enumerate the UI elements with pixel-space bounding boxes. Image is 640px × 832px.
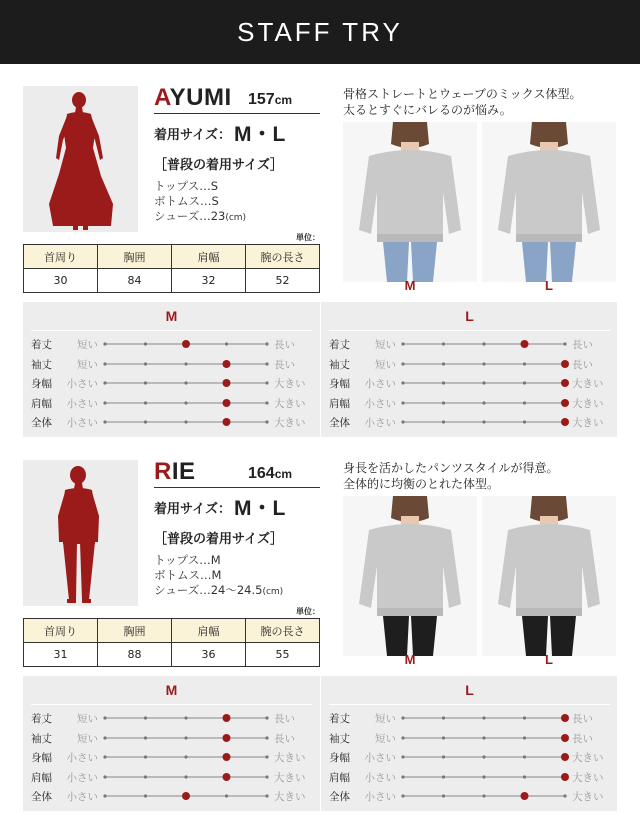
- fit-scale-tick: [144, 381, 147, 384]
- fit-scale-tick: [103, 342, 106, 345]
- fit-marker: [182, 792, 190, 800]
- table-cell: 52: [246, 269, 320, 293]
- fit-scale-tick: [401, 420, 404, 423]
- fit-scale-low-label: 短い: [77, 339, 98, 351]
- fit-row-label: 身幅: [329, 752, 350, 764]
- fit-marker: [223, 734, 231, 742]
- usual-shoes: [154, 208, 246, 224]
- fit-scale-tick: [563, 794, 566, 797]
- fit-scale-tick: [265, 736, 268, 739]
- fit-marker: [223, 379, 231, 387]
- fit-scale-tick: [523, 716, 526, 719]
- usual-shoes-unit: (cm): [225, 213, 247, 223]
- usual-shoes-value: シューズ…24～24.5: [154, 583, 263, 597]
- fit-scale-tick: [442, 794, 445, 797]
- usual-size-heading: ［普段の着用サイズ］: [154, 532, 283, 547]
- fit-divider: [329, 704, 610, 705]
- staff-card-rie: [0, 456, 640, 826]
- fit-scale-tick: [103, 755, 106, 758]
- usual-size-heading: ［普段の着用サイズ］: [154, 158, 283, 173]
- fit-scale-tick: [563, 342, 566, 345]
- fit-scale-tick: [401, 401, 404, 404]
- fit-scale-tick: [442, 775, 445, 778]
- fit-scale-tick: [482, 381, 485, 384]
- comment-line: 身長を活かしたパンツスタイルが得意。: [343, 461, 559, 475]
- fit-row: [321, 412, 618, 431]
- fit-scale-tick: [442, 381, 445, 384]
- fit-row: [23, 767, 320, 786]
- fit-row-label: 肩幅: [31, 397, 52, 410]
- name-underline: [154, 113, 320, 114]
- fit-scale: [101, 393, 271, 412]
- fit-scale-tick: [401, 794, 404, 797]
- fit-scale-tick: [401, 716, 404, 719]
- table-header-cell: 胸囲: [98, 619, 172, 643]
- fit-scale-tick: [225, 794, 228, 797]
- fit-scale-tick: [482, 716, 485, 719]
- fit-scale-tick: [482, 775, 485, 778]
- fit-row-label: 着丈: [329, 713, 350, 725]
- fit-row: [23, 708, 320, 727]
- table-cell: 88: [98, 643, 172, 667]
- staff-name: [154, 84, 232, 112]
- fit-marker: [561, 418, 569, 426]
- fit-scale-tick: [103, 401, 106, 404]
- fit-scale-tick: [523, 736, 526, 739]
- model-photo-m: [343, 122, 477, 282]
- fit-scale-tick: [103, 736, 106, 739]
- fit-scale-tick: [265, 381, 268, 384]
- fit-scale-tick: [442, 736, 445, 739]
- fit-scale-tick: [523, 401, 526, 404]
- fit-marker: [223, 714, 231, 722]
- fit-row-label: 肩幅: [329, 397, 350, 410]
- fit-row-label: 身幅: [329, 378, 350, 390]
- height-value: 157: [248, 91, 275, 108]
- fit-scale-tick: [184, 401, 187, 404]
- fit-row: [23, 393, 320, 412]
- fit-scale-tick: [144, 794, 147, 797]
- fit-scale-tick: [103, 362, 106, 365]
- fit-scale-tick: [144, 420, 147, 423]
- fit-scale-tick: [184, 381, 187, 384]
- name-rest: YUMI: [169, 84, 232, 111]
- fit-row-label: 肩幅: [329, 771, 350, 784]
- fit-scale-tick: [184, 420, 187, 423]
- fit-scale: [399, 708, 569, 727]
- fit-scale-low-label: 短い: [375, 713, 396, 725]
- fit-scale-tick: [103, 716, 106, 719]
- fit-scale-tick: [265, 420, 268, 423]
- table-header-cell: 首周り: [24, 619, 98, 643]
- fit-scale-tick: [184, 775, 187, 778]
- fit-scale-high-label: 大きい: [572, 771, 604, 784]
- fit-marker: [561, 379, 569, 387]
- fit-column-m: [23, 676, 320, 811]
- fit-marker: [223, 773, 231, 781]
- name-initial: R: [154, 458, 172, 485]
- name-initial: A: [154, 84, 170, 111]
- unit-note: 単位：: [296, 233, 320, 242]
- fit-scale-low-label: 短い: [77, 732, 98, 745]
- comment-line: 太るとすぐにバレるのが悩み。: [343, 103, 512, 117]
- measurements-table: [23, 244, 320, 293]
- fit-scale-tick: [482, 342, 485, 345]
- fit-scale-high-label: 大きい: [274, 397, 306, 410]
- fit-scale-tick: [523, 775, 526, 778]
- fit-scale: [399, 747, 569, 766]
- table-row: [24, 269, 320, 293]
- fit-column-l: [320, 302, 617, 437]
- fit-scale-high-label: 長い: [274, 358, 295, 371]
- fit-row-label: 肩幅: [31, 771, 52, 784]
- fit-row-label: 着丈: [31, 339, 52, 351]
- fit-scale: [101, 786, 271, 805]
- fit-scale-high-label: 大きい: [572, 397, 604, 410]
- fit-row-label: 全体: [31, 791, 52, 803]
- fit-scale-tick: [523, 420, 526, 423]
- fit-row: [321, 747, 618, 766]
- model-illustration: [482, 496, 616, 656]
- fit-scale: [101, 747, 271, 766]
- fit-scale: [101, 334, 271, 353]
- fit-scale-tick: [103, 420, 106, 423]
- table-row: [24, 643, 320, 667]
- staff-name: [154, 458, 196, 486]
- fit-scale-tick: [265, 755, 268, 758]
- fit-scale-tick: [442, 420, 445, 423]
- fit-scale-low-label: 小さい: [364, 752, 396, 764]
- fit-size-label: M: [165, 682, 178, 698]
- fit-scale-tick: [103, 381, 106, 384]
- fit-marker: [223, 399, 231, 407]
- fit-marker: [561, 734, 569, 742]
- fit-row: [23, 373, 320, 392]
- fit-row-label: 身幅: [31, 752, 52, 764]
- fit-row-label: 袖丈: [31, 358, 52, 371]
- fit-scale: [399, 373, 569, 392]
- comment-line: 全体的に均衡のとれた体型。: [343, 477, 500, 491]
- staff-comment: [343, 86, 582, 118]
- staff-card-ayumi: [0, 82, 640, 452]
- fit-marker: [223, 753, 231, 761]
- fit-marker: [561, 360, 569, 368]
- fit-row: [23, 728, 320, 747]
- fit-scale: [399, 334, 569, 353]
- fit-scale-tick: [442, 362, 445, 365]
- fit-row: [23, 334, 320, 353]
- fit-size-label: L: [465, 682, 474, 698]
- fit-row-label: 全体: [31, 417, 52, 429]
- fit-scale-tick: [265, 794, 268, 797]
- fit-row: [321, 708, 618, 727]
- fit-row-label: 身幅: [31, 378, 52, 390]
- fit-column-l: [320, 676, 617, 811]
- fit-scale-tick: [103, 775, 106, 778]
- wear-size-value: M・L: [234, 123, 286, 146]
- model-illustration: [343, 496, 477, 656]
- table-cell: 32: [172, 269, 246, 293]
- table-header-cell: 腕の長さ: [246, 245, 320, 269]
- usual-shoes-value: シューズ…23: [154, 209, 226, 223]
- table-header-row: [24, 245, 320, 269]
- fit-divider: [31, 330, 312, 331]
- name-rest: IE: [171, 458, 196, 485]
- fit-scale-low-label: 短い: [77, 713, 98, 725]
- fit-scale-low-label: 小さい: [364, 417, 396, 429]
- fit-scale: [101, 728, 271, 747]
- fit-scale: [399, 393, 569, 412]
- fit-scale: [399, 728, 569, 747]
- fit-scale: [101, 354, 271, 373]
- wear-size-label: 着用サイズ：: [154, 128, 231, 143]
- fit-scale-high-label: 大きい: [274, 417, 306, 429]
- comment-line: 骨格ストレートとウェーブのミックス体型。: [343, 87, 582, 101]
- fit-scale-tick: [482, 736, 485, 739]
- fit-scale-high-label: 長い: [274, 732, 295, 745]
- fit-scale-tick: [103, 794, 106, 797]
- usual-shoes: [154, 582, 283, 598]
- name-underline: [154, 487, 320, 488]
- fit-row-label: 全体: [329, 417, 350, 429]
- fit-scale-high-label: 大きい: [572, 752, 604, 764]
- table-header-cell: 首周り: [24, 245, 98, 269]
- staff-comment: [343, 460, 559, 492]
- usual-bottoms: ボトムス…S: [154, 194, 219, 208]
- fit-scale-low-label: 短い: [375, 339, 396, 351]
- fit-scale-tick: [265, 716, 268, 719]
- fit-scale-tick: [523, 362, 526, 365]
- page-header: [0, 0, 640, 64]
- fit-scale-high-label: 長い: [274, 339, 295, 351]
- fit-scale-tick: [401, 736, 404, 739]
- fit-scale-tick: [482, 401, 485, 404]
- photo-size-label: M: [404, 652, 416, 667]
- table-cell: 31: [24, 643, 98, 667]
- fit-row: [321, 373, 618, 392]
- fit-scale-high-label: 長い: [572, 339, 593, 351]
- fit-row-label: 着丈: [329, 339, 350, 351]
- fit-row-label: 袖丈: [329, 358, 350, 371]
- fit-scale-high-label: 長い: [572, 713, 593, 725]
- fit-panel: [23, 302, 617, 437]
- fit-marker: [561, 773, 569, 781]
- fit-size-label: M: [165, 308, 178, 324]
- fit-row: [23, 747, 320, 766]
- fit-scale-low-label: 小さい: [66, 771, 98, 784]
- fit-scale-low-label: 小さい: [364, 771, 396, 784]
- fit-row: [23, 786, 320, 805]
- silhouette-pants: [23, 460, 138, 606]
- fit-scale-tick: [144, 401, 147, 404]
- fit-scale-low-label: 小さい: [66, 791, 98, 803]
- fit-scale-high-label: 大きい: [572, 791, 604, 803]
- fit-divider: [31, 704, 312, 705]
- fit-scale-low-label: 短い: [77, 358, 98, 371]
- fit-scale-tick: [184, 755, 187, 758]
- model-illustration: [482, 122, 616, 282]
- table-header-cell: 肩幅: [172, 245, 246, 269]
- fit-scale-tick: [482, 794, 485, 797]
- height-unit: cm: [274, 93, 293, 107]
- table-header-cell: 肩幅: [172, 619, 246, 643]
- fit-scale-tick: [482, 362, 485, 365]
- fit-scale-tick: [184, 736, 187, 739]
- fit-scale-tick: [265, 401, 268, 404]
- fit-scale: [399, 767, 569, 786]
- fit-marker: [223, 418, 231, 426]
- fit-scale-tick: [144, 716, 147, 719]
- fit-scale-high-label: 大きい: [274, 791, 306, 803]
- fit-scale-tick: [482, 755, 485, 758]
- unit-note: 単位：: [296, 607, 320, 616]
- fit-marker: [521, 792, 529, 800]
- fit-scale-tick: [144, 736, 147, 739]
- fit-marker: [521, 340, 529, 348]
- fit-row-label: 袖丈: [329, 732, 350, 745]
- fit-scale: [399, 412, 569, 431]
- fit-scale-high-label: 大きい: [274, 378, 306, 390]
- fit-scale-tick: [401, 381, 404, 384]
- fit-column-m: [23, 302, 320, 437]
- fit-scale-high-label: 大きい: [274, 771, 306, 784]
- fit-scale: [101, 373, 271, 392]
- model-photo-l: [482, 496, 616, 656]
- fit-marker: [561, 399, 569, 407]
- fit-row: [321, 393, 618, 412]
- fit-scale-tick: [401, 342, 404, 345]
- fit-scale-tick: [401, 362, 404, 365]
- fit-scale-tick: [144, 342, 147, 345]
- fit-scale-tick: [144, 362, 147, 365]
- fit-scale-tick: [523, 381, 526, 384]
- fit-row-label: 袖丈: [31, 732, 52, 745]
- fit-panel: [23, 676, 617, 811]
- fit-scale-low-label: 小さい: [66, 417, 98, 429]
- fit-marker: [561, 753, 569, 761]
- page-title: STAFF TRY: [237, 17, 403, 47]
- fit-scale-tick: [265, 775, 268, 778]
- height-unit: cm: [274, 467, 293, 481]
- fit-scale-tick: [401, 755, 404, 758]
- usual-bottoms: ボトムス…M: [154, 568, 222, 582]
- table-header-row: [24, 619, 320, 643]
- staff-height: [248, 465, 292, 483]
- fit-scale-tick: [442, 401, 445, 404]
- fit-scale-high-label: 長い: [572, 358, 593, 371]
- table-header-cell: 腕の長さ: [246, 619, 320, 643]
- fit-scale-tick: [144, 755, 147, 758]
- usual-tops: トップス…S: [154, 179, 218, 193]
- fit-scale-low-label: 短い: [375, 732, 396, 745]
- fit-row: [321, 728, 618, 747]
- model-photo-l: [482, 122, 616, 282]
- staff-height: [248, 91, 292, 109]
- table-cell: 36: [172, 643, 246, 667]
- fit-scale: [399, 786, 569, 805]
- fit-scale-high-label: 大きい: [274, 752, 306, 764]
- height-value: 164: [248, 465, 275, 482]
- fit-scale: [101, 412, 271, 431]
- fit-scale-tick: [265, 362, 268, 365]
- fit-marker: [223, 360, 231, 368]
- fit-marker: [561, 714, 569, 722]
- fit-scale-low-label: 短い: [375, 358, 396, 371]
- fit-scale-low-label: 小さい: [364, 791, 396, 803]
- fit-scale: [399, 354, 569, 373]
- fit-scale-tick: [401, 775, 404, 778]
- fit-row: [23, 412, 320, 431]
- fit-scale-tick: [144, 775, 147, 778]
- wear-size-label: 着用サイズ：: [154, 502, 231, 517]
- fit-scale-tick: [523, 755, 526, 758]
- model-photo-m: [343, 496, 477, 656]
- measurements-table: [23, 618, 320, 667]
- fit-scale-low-label: 小さい: [364, 378, 396, 390]
- photo-size-label: M: [404, 278, 416, 293]
- fit-row: [321, 767, 618, 786]
- fit-row: [321, 334, 618, 353]
- fit-scale: [101, 767, 271, 786]
- photo-size-label: L: [545, 652, 553, 667]
- table-cell: 30: [24, 269, 98, 293]
- wear-size-value: M・L: [234, 497, 286, 520]
- fit-row-label: 着丈: [31, 713, 52, 725]
- fit-scale-tick: [184, 716, 187, 719]
- silhouette-dress: [23, 86, 138, 232]
- fit-row: [23, 354, 320, 373]
- fit-marker: [182, 340, 190, 348]
- fit-scale-tick: [442, 716, 445, 719]
- fit-divider: [329, 330, 610, 331]
- fit-size-label: L: [465, 308, 474, 324]
- table-cell: 55: [246, 643, 320, 667]
- table-header-cell: 胸囲: [98, 245, 172, 269]
- photo-size-label: L: [545, 278, 553, 293]
- fit-scale-tick: [184, 362, 187, 365]
- fit-scale-low-label: 小さい: [66, 752, 98, 764]
- usual-tops: トップス…M: [154, 553, 221, 567]
- fit-scale-low-label: 小さい: [364, 397, 396, 410]
- fit-scale-high-label: 長い: [274, 713, 295, 725]
- fit-scale-tick: [225, 342, 228, 345]
- model-illustration: [343, 122, 477, 282]
- fit-scale-high-label: 大きい: [572, 378, 604, 390]
- fit-scale-tick: [482, 420, 485, 423]
- fit-row: [321, 786, 618, 805]
- table-cell: 84: [98, 269, 172, 293]
- fit-scale-low-label: 小さい: [66, 397, 98, 410]
- fit-row-label: 全体: [329, 791, 350, 803]
- fit-row: [321, 354, 618, 373]
- fit-scale-high-label: 大きい: [572, 417, 604, 429]
- fit-scale-high-label: 長い: [572, 732, 593, 745]
- fit-scale-tick: [442, 755, 445, 758]
- fit-scale-low-label: 小さい: [66, 378, 98, 390]
- fit-scale: [101, 708, 271, 727]
- fit-scale-tick: [442, 342, 445, 345]
- usual-shoes-unit: (cm): [262, 587, 284, 597]
- fit-scale-tick: [265, 342, 268, 345]
